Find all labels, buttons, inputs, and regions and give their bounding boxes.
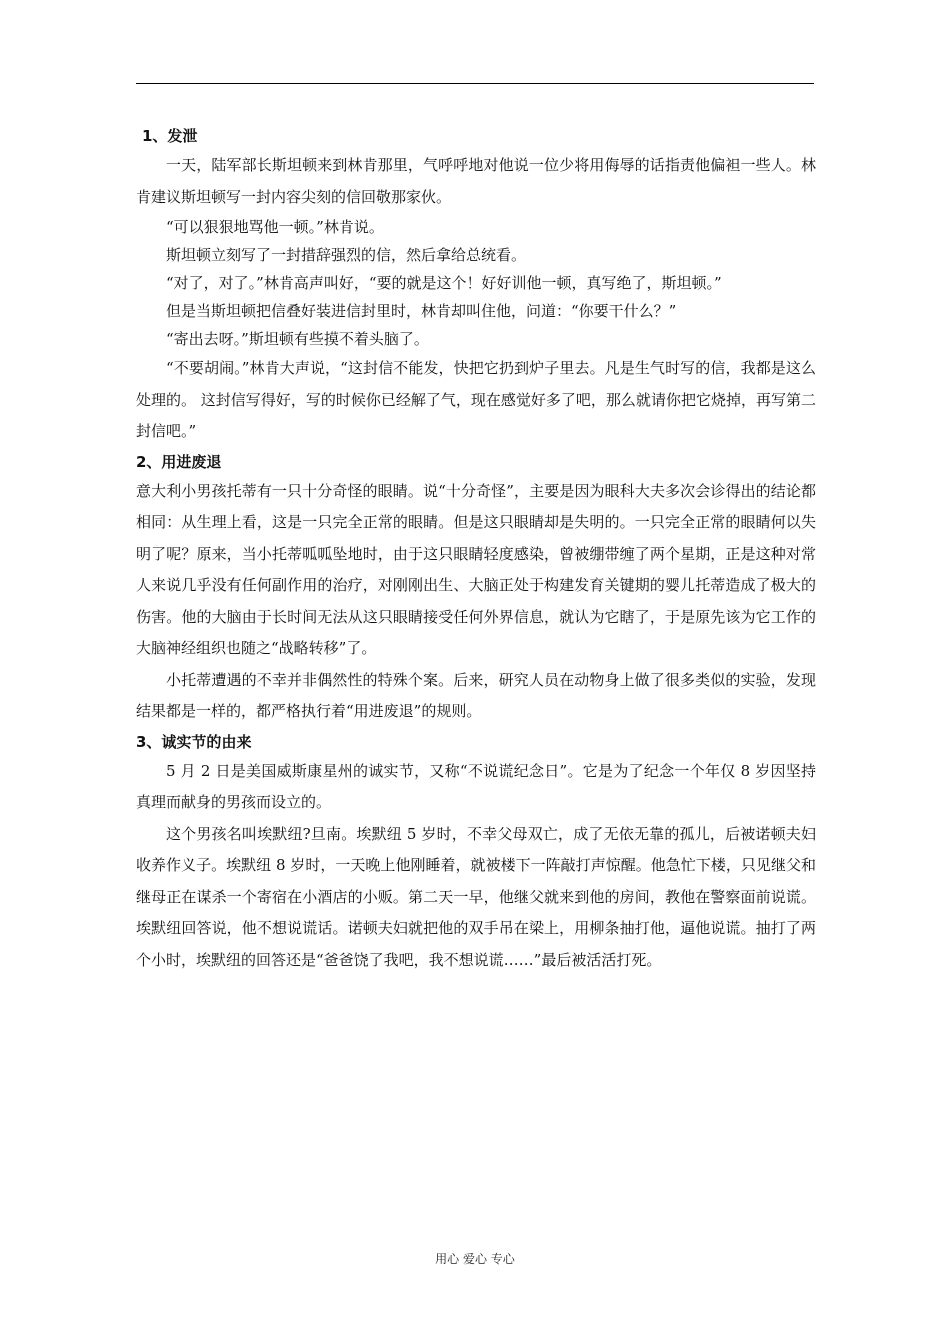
paragraph: “不要胡闹。”林肯大声说，“这封信不能发，快把它扔到炉子里去。凡是生气时写的信，我都是这么处理的。 这封信写得好，写的时候你已经解了气，现在感觉好多了吧，那么就请你把它烧掉，再写第二封信吧。” [136,359,816,440]
paragraph: 意大利小男孩托蒂有一只十分奇怪的眼睛。说“十分奇怪”，主要是因为眼科大夫多次会诊得出的结论都相同：从生理上看，这是一只完全正常的眼睛。但是这只眼睛却是失明的。一只完全正常的眼睛何以失明了呢？原来，当小托蒂呱呱坠地时，由于这只眼睛轻度感染，曾被绷带缠了两个星期，正是这种对常人来说几乎没有任何副作用的治疗，对刚刚出生、大脑正处于构建发育关键期的婴儿托蒂造成了极大的伤害。他的大脑由于长时间无法从这只眼睛接受任何外界信息，就认为它瞎了，于是原先该为它工作的大脑神经组织也随之“战略转移”了。 [136,481,816,657]
header-rule [136,83,814,84]
section-heading: 1、发泄 [142,127,198,145]
paragraph: 斯坦顿立刻写了一封措辞强烈的信，然后拿给总统看。 [166,246,527,264]
page-footer: 用心 爱心 专心 [435,1252,515,1266]
paragraph: “可以狠狠地骂他一顿。”林肯说。 [166,218,384,236]
paragraph: 这个男孩名叫埃默纽?旦南。埃默纽 5 岁时，不幸父母双亡，成了无依无靠的孤儿，后被诺顿夫妇收养作义子。埃默纽 8 岁时，一天晚上他刚睡着，就被楼下一阵敲打声惊醒。他急忙下楼，只见继父和继母正在谋杀一个寄宿在小酒店的小贩。第二天一早，他继父就来到他的房间，教他在警察面前说谎。埃默纽回答说，他不想说谎话。诺顿夫妇就把他的双手吊在梁上，用柳条抽打他，逼他说谎。抽打了两个小时，埃默纽的回答还是“爸爸饶了我吧，我不想说谎……”最后被活活打死。 [136,824,816,969]
section-honesty-day [136,728,816,977]
paragraph: “对了，对了。”林肯高声叫好，“要的就是这个！好好训他一顿，真写绝了，斯坦顿。” [166,274,722,292]
paragraph: 5 月 2 日是美国威斯康星州的诚实节，又称“不说谎纪念日”。它是为了纪念一个年仅 8 岁因坚持真理而献身的男孩而设立的。 [136,761,816,811]
paragraph: 一天，陆军部长斯坦顿来到林肯那里，气呼呼地对他说一位少将用侮辱的话指责他偏袒一些人。林肯建议斯坦顿写一封内容尖刻的信回敬那家伙。 [136,156,816,206]
section-heading: 2、用进废退 [136,452,222,471]
paragraph: 但是当斯坦顿把信叠好装进信封里时，林肯却叫住他，问道：“你要干什么？” [166,302,677,320]
paragraph: 小托蒂遭遇的不幸并非偶然性的特殊个案。后来，研究人员在动物身上做了很多类似的实验，发现结果都是一样的，都严格执行着“用进废退”的规则。 [136,670,816,720]
document-body [136,122,816,976]
paragraph: “寄出去呀。”斯坦顿有些摸不着头脑了。 [166,330,429,348]
section-heading: 3、诚实节的由来 [136,732,252,751]
section-venting [136,122,816,448]
section-use-it-or-lose-it [136,448,816,728]
